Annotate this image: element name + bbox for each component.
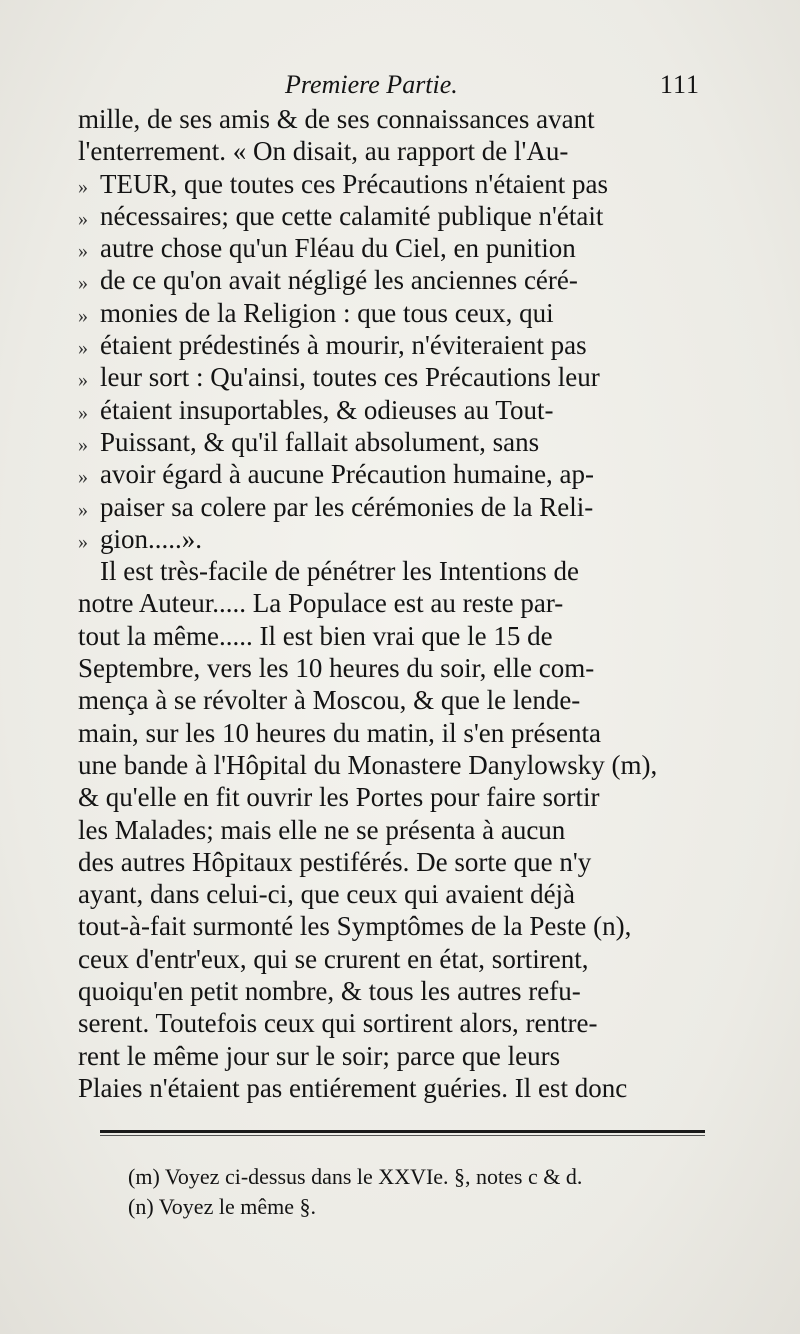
text-line: serent. Toutefois ceux qui sortirent alors, rentre-	[78, 1008, 598, 1039]
text-line: ayant, dans celui-ci, que ceux qui avaient déjà	[78, 879, 576, 910]
text-line: ceux d'entr'eux, qui se crurent en état, sortirent,	[78, 943, 589, 974]
text-line: » étaient insuportables, & odieuses au Tout-	[78, 394, 703, 426]
text-line: » avoir égard à aucune Précaution humaine, ap-	[78, 458, 703, 490]
footnote-rule-thin	[100, 1135, 705, 1136]
text-line: une bande à l'Hôpital du Monastere Danylowsky (m),	[78, 749, 658, 780]
text-line: » gion.....».	[78, 523, 703, 555]
text-line: mença à se révolter à Moscou, & que le lende-	[78, 685, 581, 716]
text-line: l'enterrement. « On disait, au rapport de l'Au-	[78, 136, 569, 167]
footnote-n: (n) Voyez le même §.	[128, 1194, 316, 1219]
text-line: » nécessaires; que cette calamité publique n'était	[78, 200, 703, 232]
text-line: tout la même..... Il est bien vrai que le 15 de	[78, 620, 553, 651]
quote-mark: »	[78, 369, 88, 392]
text-line: » de ce qu'on avait négligé les anciennes céré-	[78, 264, 703, 296]
footnote-rule	[100, 1130, 705, 1133]
page-number: 111	[659, 70, 700, 99]
quote-mark: »	[78, 498, 88, 521]
quote-mark: »	[78, 433, 88, 456]
quote-mark: »	[78, 272, 88, 295]
text-line: » Puissant, & qu'il fallait absolument, sans	[78, 426, 703, 458]
quote-mark: »	[78, 175, 88, 198]
text-line: » étaient prédestinés à mourir, n'éviteraient pas	[78, 329, 703, 361]
body-text	[78, 103, 703, 1104]
text-line: » leur sort : Qu'ainsi, toutes ces Précautions leur	[78, 361, 703, 393]
text-line: notre Auteur..... La Populace est au reste par-	[78, 588, 564, 619]
text-line: rent le même jour sur le soir; parce que leurs	[78, 1040, 561, 1071]
text-line: & qu'elle en fit ouvrir les Portes pour faire sortir	[78, 782, 600, 813]
text-line: » paiser sa colere par les cérémonies de la Reli-	[78, 491, 703, 523]
text-line: des autres Hôpitaux pestiférés. De sorte que n'y	[78, 846, 592, 877]
text-line: » monies de la Religion : que tous ceux, qui	[78, 297, 703, 329]
text-line: mille, de ses amis & de ses connaissances avant	[78, 104, 595, 134]
footnotes	[128, 1162, 703, 1222]
quote-mark: »	[78, 304, 88, 327]
text-line: Septembre, vers les 10 heures du soir, elle com-	[78, 653, 595, 684]
footnote-m: (m) Voyez ci-dessus dans le XXVIe. §, notes c & d.	[128, 1164, 583, 1189]
page-header	[90, 62, 700, 102]
running-head: Premiere Partie.	[285, 70, 458, 99]
text-line: Plaies n'étaient pas entiérement guéries. Il est donc	[78, 1072, 628, 1103]
text-line: main, sur les 10 heures du matin, il s'en présenta	[78, 717, 601, 748]
quote-mark: »	[78, 207, 88, 230]
text-line: » autre chose qu'un Fléau du Ciel, en punition	[78, 232, 703, 264]
text-line: les Malades; mais elle ne se présenta à aucun	[78, 814, 566, 845]
text-line: quoiqu'en petit nombre, & tous les autres refu-	[78, 976, 581, 1007]
text-line: tout-à-fait surmonté les Symptômes de la Peste (n),	[78, 911, 632, 942]
quote-mark: »	[78, 466, 88, 489]
quote-mark: »	[78, 401, 88, 424]
text-line: » TEUR, que toutes ces Précautions n'étaient pas	[78, 168, 703, 200]
quote-mark: »	[78, 240, 88, 263]
quote-mark: »	[78, 337, 88, 360]
paragraph-start-line: Il est très-facile de pénétrer les Intentions de	[100, 556, 580, 587]
quote-mark: »	[78, 530, 88, 553]
